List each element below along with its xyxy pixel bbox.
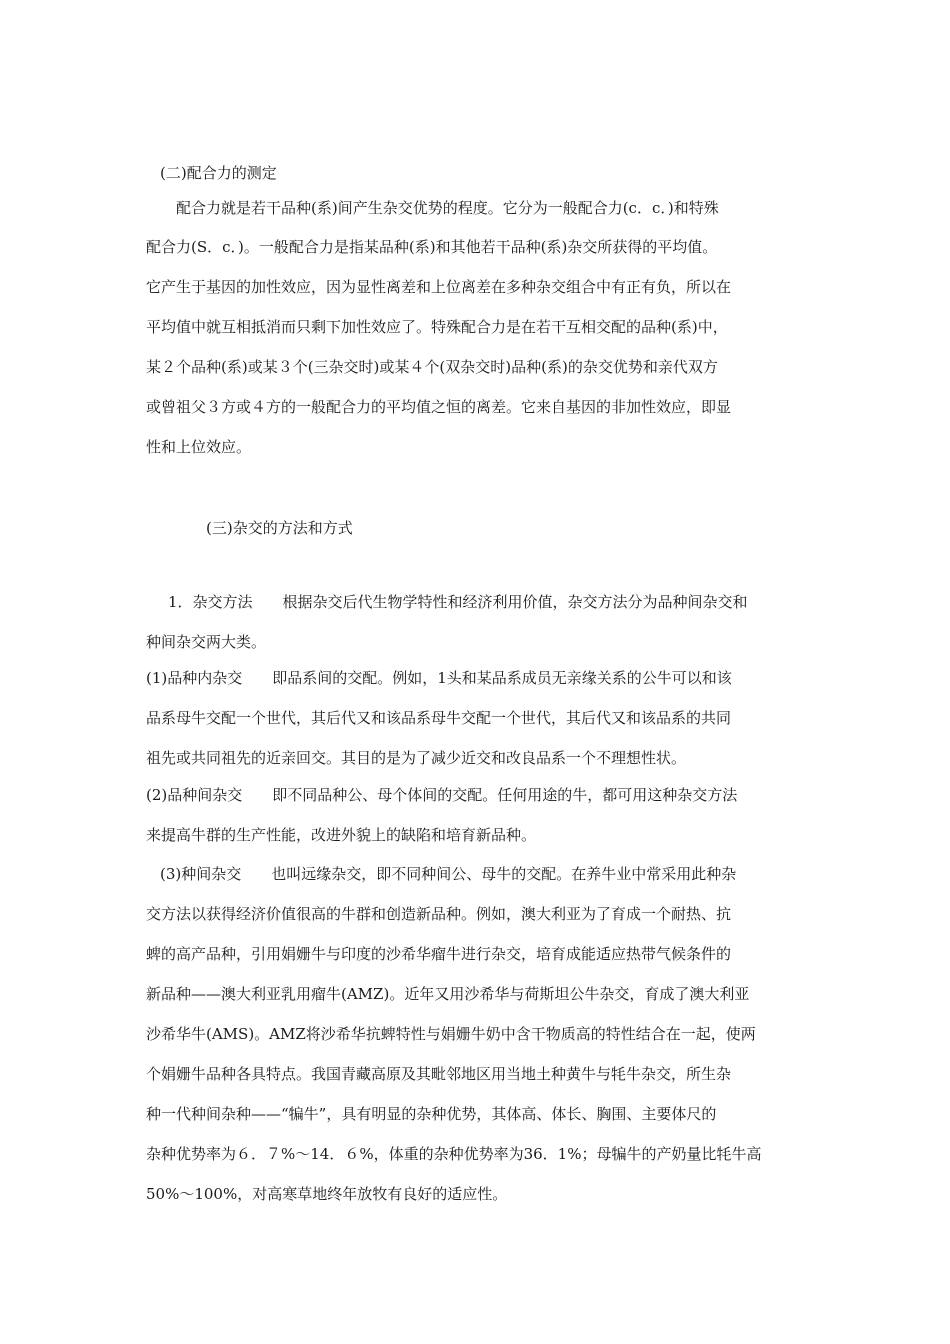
paragraph-line: (3)种间杂交 也叫远缘杂交，即不同种间公、母牛的交配。在养牛业中常采用此种杂 xyxy=(160,865,737,883)
paragraph-line: 性和上位效应。 xyxy=(146,438,252,456)
paragraph-line: 平均值中就互相抵消而只剩下加性效应了。特殊配合力是在若干互相交配的品种(系)中， xyxy=(146,318,728,336)
paragraph-line: 新品种——澳大利亚乳用瘤牛(AMZ)。近年又用沙希华与荷斯坦公牛杂交，育成了澳大利亚 xyxy=(146,985,750,1003)
paragraph-line: 50%～100%，对高寒草地终年放牧有良好的适应性。 xyxy=(146,1185,508,1203)
paragraph-line: 1．杂交方法 根据杂交后代生物学特性和经济利用价值，杂交方法分为品种间杂交和 xyxy=(168,593,748,611)
paragraph-line: 它产生于基因的加性效应，因为显性离差和上位离差在多种杂交组合中有正有负，所以在 xyxy=(146,278,732,296)
paragraph-line: 沙希华牛(AMS)。AMZ将沙希华抗蜱特性与娟姗牛奶中含干物质高的特性结合在一起，使两 xyxy=(146,1025,756,1043)
paragraph-line: 品系母牛交配一个世代，其后代又和该品系母牛交配一个世代，其后代又和该品系的共同 xyxy=(146,709,732,727)
paragraph-line: (2)品种间杂交 即不同品种公、母个体间的交配。任何用途的牛，都可用这种杂交方法 xyxy=(146,786,738,804)
paragraph-line: 配合力就是若干品种(系)间产生杂交优势的程度。它分为一般配合力(c．c．)和特殊 xyxy=(176,199,719,217)
section-heading-crossbreeding-methods: (三)杂交的方法和方式 xyxy=(206,519,353,537)
section-heading-combining-ability: (二)配合力的测定 xyxy=(160,164,277,182)
paragraph-line: 种间杂交两大类。 xyxy=(146,633,267,651)
paragraph-line: 个娟姗牛品种各具特点。我国青藏高原及其毗邻地区用当地土种黄牛与牦牛杂交，所生杂 xyxy=(146,1065,732,1083)
paragraph-line: 蜱的高产品种，引用娟姗牛与印度的沙希华瘤牛进行杂交，培育成能适应热带气候条件的 xyxy=(146,945,732,963)
paragraph-line: 祖先或共同祖先的近亲回交。其目的是为了减少近交和改良品系一个不理想性状。 xyxy=(146,749,687,767)
paragraph-line: 来提高牛群的生产性能，改进外貌上的缺陷和培育新品种。 xyxy=(146,826,537,844)
paragraph-line: 某２个品种(系)或某３个(三杂交时)或某４个(双杂交时)品种(系)的杂交优势和亲代双方 xyxy=(146,358,718,376)
paragraph-line: 或曾祖父３方或４方的一般配合力的平均值之恒的离差。它来自基因的非加性效应，即显 xyxy=(146,398,732,416)
paragraph-line: 种一代种间杂种——“犏牛”，具有明显的杂种优势，其体高、体长、胸围、主要体尺的 xyxy=(146,1105,717,1123)
paragraph-line: 配合力(S．c．)。一般配合力是指某品种(系)和其他若干品种(系)杂交所获得的平均值。 xyxy=(146,238,718,256)
paragraph-line: 交方法以获得经济价值很高的牛群和创造新品种。例如，澳大利亚为了育成一个耐热、抗 xyxy=(146,905,732,923)
paragraph-line: 杂种优势率为６．７%～14．６%，体重的杂种优势率为36．1%；母犏牛的产奶量比牦牛高 xyxy=(146,1145,762,1163)
paragraph-line: (1)品种内杂交 即品系间的交配。例如，1头和某品系成员无亲缘关系的公牛可以和该 xyxy=(146,669,732,687)
